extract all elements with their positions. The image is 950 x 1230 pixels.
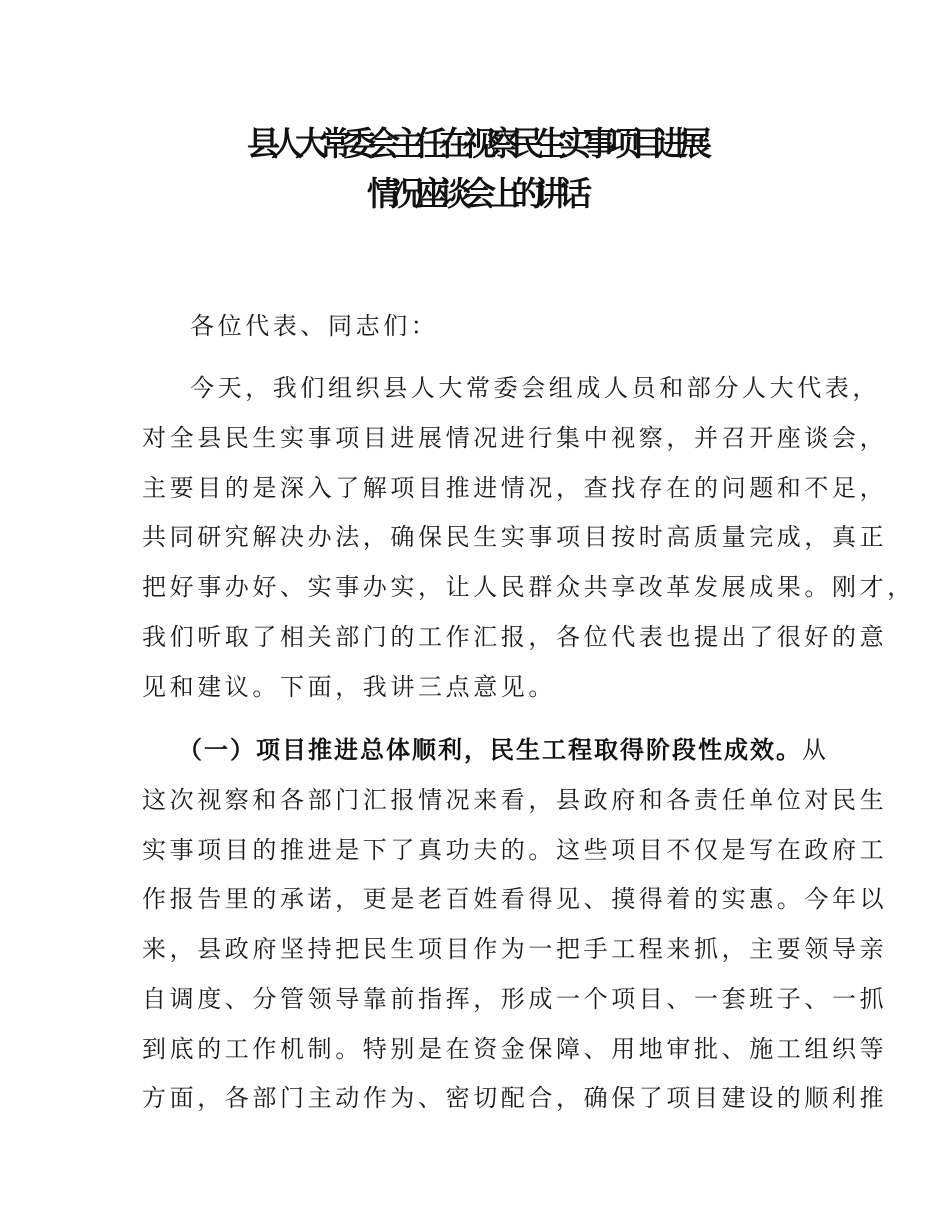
- paragraph1-line: 今天，我们组织县人大常委会组成人员和部分人大代表，: [190, 374, 880, 402]
- paragraph1-line: 我们听取了相关部门的工作汇报，各位代表也提出了很好的意: [142, 623, 888, 651]
- document-title-line-2: 情况座谈会上的讲话: [367, 174, 583, 213]
- paragraph1-line: 见和建议。下面，我讲三点意见。: [142, 673, 556, 701]
- paragraph1-line: 对全县民生实事项目进展情况进行集中视察，并召开座谈会，: [142, 424, 888, 452]
- section1-line: 自调度、分管领导靠前指挥，形成一个项目、一套班子、一抓: [142, 985, 888, 1013]
- section1-heading-tail: 从: [802, 736, 830, 764]
- document-title-line-1: 县人大常委会主任在视察民生实事项目进展: [247, 124, 703, 163]
- section1-heading: （一）项目推进总体顺利，民生工程取得阶段性成效。: [178, 736, 802, 764]
- section1-line: 来，县政府坚持把民生项目作为一把手工程来抓，主要领导亲: [142, 935, 888, 963]
- section1-line: 这次视察和各部门汇报情况来看，县政府和各责任单位对民生: [142, 786, 888, 814]
- salutation: 各位代表、同志们：: [190, 312, 439, 340]
- section1-line: 作报告里的承诺，更是老百姓看得见、摸得着的实惠。今年以: [142, 885, 888, 913]
- section1-line: 方面，各部门主动作为、密切配合，确保了项目建设的顺利推: [142, 1084, 888, 1112]
- paragraph1-line: 共同研究解决办法，确保民生实事项目按时高质量完成，真正: [142, 523, 888, 551]
- section1-first-line: [178, 735, 830, 765]
- section1-line: 实事项目的推进是下了真功夫的。这些项目不仅是写在政府工: [142, 836, 888, 864]
- paragraph1-line: 主要目的是深入了解项目推进情况，查找存在的问题和不足，: [142, 474, 888, 502]
- paragraph1-line: 把好事办好、实事办实，让人民群众共享改革发展成果。刚才，: [142, 573, 915, 601]
- section1-line: 到底的工作机制。特别是在资金保障、用地审批、施工组织等: [142, 1035, 888, 1063]
